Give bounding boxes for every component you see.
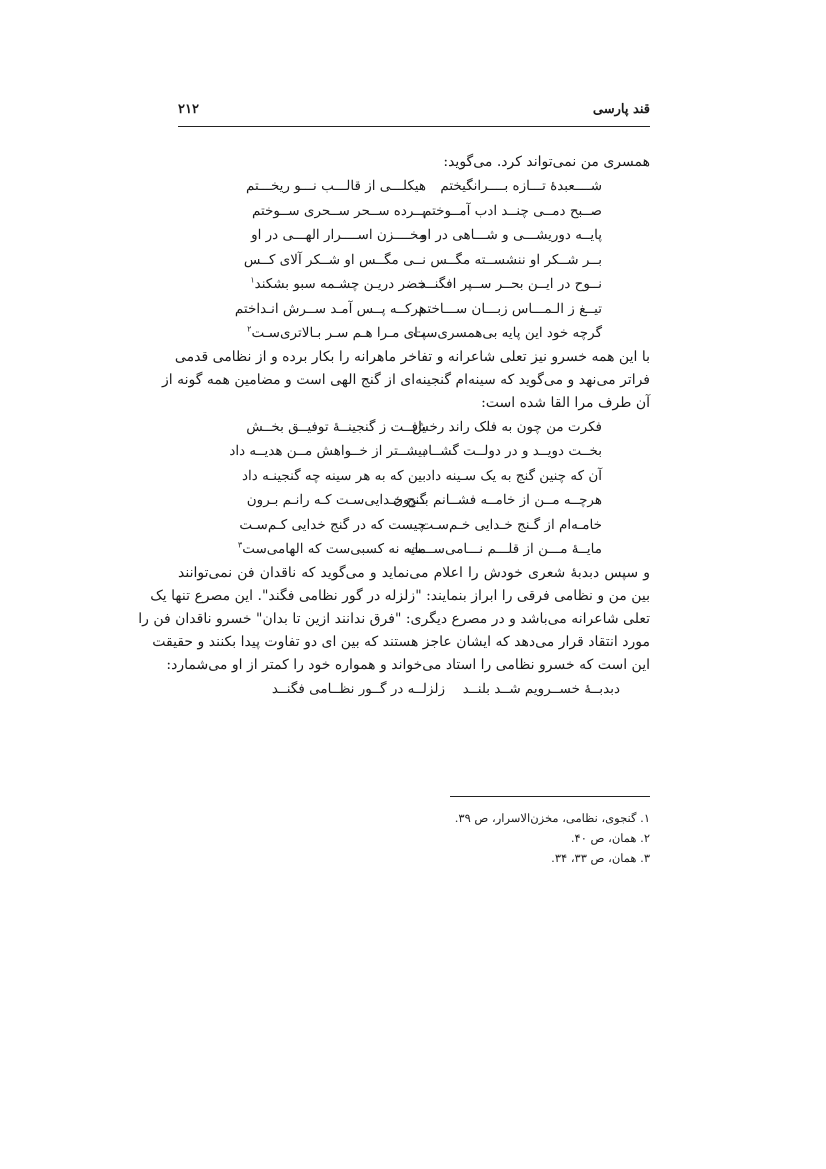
paragraph-line: و سپس دبدبهٔ شعری خودش را اعلام می‌نماید و می‌گوید که ناقدان فن نمی‌توانند bbox=[178, 564, 650, 581]
hemistich-first: گرچه خود این پایه بی‌همسری‌ست bbox=[412, 325, 602, 341]
hemistich-first: آن که چنین گنج به یک سـینه داد bbox=[425, 467, 602, 484]
hemistich-second-text: بین که به هر سینه چه گنجینـه داد bbox=[242, 467, 426, 484]
hemistich-second bbox=[242, 464, 426, 489]
paragraph-1 bbox=[162, 346, 650, 415]
hemistich-second: زلزلــه در گــور نظــامی فگنــد bbox=[271, 680, 445, 697]
hemistich-second-text: پــرده ســحر ســحری ســوختم bbox=[251, 202, 426, 219]
hemistich-second bbox=[229, 439, 426, 464]
hemistich-first: بــر شــکر او ننشســته مگــس bbox=[430, 251, 602, 268]
paragraph-2 bbox=[138, 562, 650, 677]
hemistich-second bbox=[246, 415, 426, 440]
hemistich-second-text: گنج خـدایی‌سـت کـه رانـم بـرون bbox=[246, 492, 426, 508]
hemistich-first: دبدبــهٔ خســرویم شــد بلنــد bbox=[462, 680, 620, 697]
verse-couplet bbox=[178, 174, 650, 199]
hemistich-first: صــبح دمــی چنــد ادب آمــوختم bbox=[423, 202, 602, 219]
hemistich-second-text: نــی مگــس او شــکر آلای کــس bbox=[243, 251, 426, 268]
verse-couplet bbox=[178, 297, 650, 322]
verse-couplet bbox=[178, 537, 650, 562]
hemistich-second bbox=[235, 297, 426, 322]
paragraph-line: آن طرف مرا القا شده است: bbox=[481, 394, 650, 411]
paragraph-line: این است که خسرو نظامی را استاد می‌خواند و همواره خود را کمتر از او می‌شمارد: bbox=[166, 656, 650, 673]
footnote: ۱. گنجوی، نظامی، مخزن‌الاسرار، ص ۳۹. bbox=[454, 811, 650, 825]
verse-couplet bbox=[178, 321, 650, 346]
hemistich-first: فکرت من چون به فلک راند رخش bbox=[412, 418, 602, 435]
hemistich-second bbox=[246, 174, 426, 199]
hemistich-first: پایــه دوریشـــی و شـــاهی در او bbox=[420, 227, 602, 243]
hemistich-second-text: هیکلـــی از قالـــب نـــو ریخـــتم bbox=[246, 178, 426, 194]
footnote: ۲. همان، ص ۴۰. bbox=[570, 831, 650, 845]
hemistich-second-text: خضر دریـن چشـمه سبو بشکند bbox=[254, 276, 426, 292]
hemistich-second bbox=[252, 199, 426, 224]
footnotes bbox=[380, 808, 650, 868]
hemistich-second-text: یافــت ز گنجینــهٔ توفیــق بخــش bbox=[246, 418, 426, 435]
intro-line: همسری من نمی‌تواند کرد. می‌گوید: bbox=[443, 154, 650, 170]
hemistich-second bbox=[251, 223, 426, 248]
hemistich-second-text: پـای مـرا هـم سـر بـالاتری‌سـت bbox=[251, 325, 426, 341]
hemistich-first: تیــغ ز الـمـــاس زبـــان ســـاختم bbox=[418, 300, 602, 317]
page-number: ۲۱۲ bbox=[178, 102, 199, 117]
hemistich-first: نــوح در ایــن بحــر ســپر افگنــد bbox=[419, 276, 602, 292]
verse-couplet bbox=[178, 677, 650, 702]
hemistich-second-text: مخــــزن اســــرار الهـــی در او bbox=[251, 227, 426, 243]
verse-couplet bbox=[178, 223, 650, 248]
verse-block-1 bbox=[178, 174, 650, 346]
hemistich-second-text: مایه نه کسبی‌ست که الهامی‌ست bbox=[242, 541, 426, 557]
verse-couplet bbox=[178, 439, 650, 464]
footnote-marker: ۱ bbox=[250, 275, 255, 285]
hemistich-first: شــــعبدهٔ تـــازه بــــرانگیختم bbox=[440, 178, 602, 194]
hemistich-second-text: هرکــه پــس آمـد ســرش انـداختم bbox=[234, 300, 426, 317]
book-title: قند پارسی bbox=[592, 102, 650, 117]
verse-couplet bbox=[178, 248, 650, 273]
footnote-marker: ۲ bbox=[247, 324, 252, 334]
hemistich-first: خامـه‌ام از گـنج خـدایی خـم‌سـت bbox=[420, 516, 602, 533]
paragraph-line: مورد انتقاد قرار می‌دهد که ایشان عاجز هستند که بین ای دو تفاوت پیدا بکنند و حقیقت bbox=[152, 633, 650, 650]
footnote-marker: ۳ bbox=[237, 540, 243, 550]
hemistich-second bbox=[239, 513, 426, 538]
hemistich-second bbox=[250, 272, 426, 297]
hemistich-second-text: بیشــتر از خــواهش مــن هدیــه داد bbox=[229, 443, 426, 459]
paragraph-line: فراتر می‌نهد و می‌گوید که سینه‌ام گنجینه‌ای از گنج الهی است و مضامین همه گونه از bbox=[162, 371, 650, 388]
hemistich-first: هرچــه مــن از خامــه فشــانم بــرون bbox=[393, 492, 602, 508]
hemistich-second bbox=[247, 488, 426, 513]
verse-couplet bbox=[178, 199, 650, 224]
verse-couplet bbox=[178, 272, 650, 297]
verse-couplet bbox=[178, 488, 650, 513]
page-body bbox=[138, 150, 650, 701]
footnote-rule bbox=[450, 796, 650, 797]
footnote: ۳. همان، ص ۳۳، ۳۴. bbox=[551, 851, 650, 865]
hemistich-second bbox=[238, 537, 426, 562]
hemistich-second-text: چیست که در گنج خدایی کـم‌سـت bbox=[239, 516, 426, 533]
verse-couplet bbox=[178, 513, 650, 538]
verse-block-2 bbox=[178, 415, 650, 562]
verse-couplet bbox=[178, 415, 650, 440]
hemistich-second bbox=[244, 248, 426, 273]
hemistich-first: مایــهٔ مـــن از قلـــم نـــامی‌ســـت bbox=[408, 541, 602, 557]
header-rule bbox=[178, 126, 650, 127]
paragraph-line: بین من و نظامی فرقی را ابراز بنمایند: "زلزله در گور نظامی فگند". این مصرع تنها یک bbox=[150, 587, 650, 604]
hemistich-first: بخــت دویــد و در دولــت گشــاد bbox=[422, 443, 602, 459]
paragraph-line: تعلی شاعرانه می‌باشد و در مصرع دیگری: "فرق ندانند ازین تا بدان" خسرو ناقدان فن را bbox=[138, 610, 650, 627]
hemistich-second bbox=[247, 321, 426, 346]
paragraph-line: با این همه خسرو نیز تعلی شاعرانه و تفاخر ماهرانه را بکار برده و از نظامی قدمی bbox=[174, 348, 650, 365]
running-header bbox=[178, 98, 650, 126]
verse-couplet bbox=[178, 464, 650, 489]
